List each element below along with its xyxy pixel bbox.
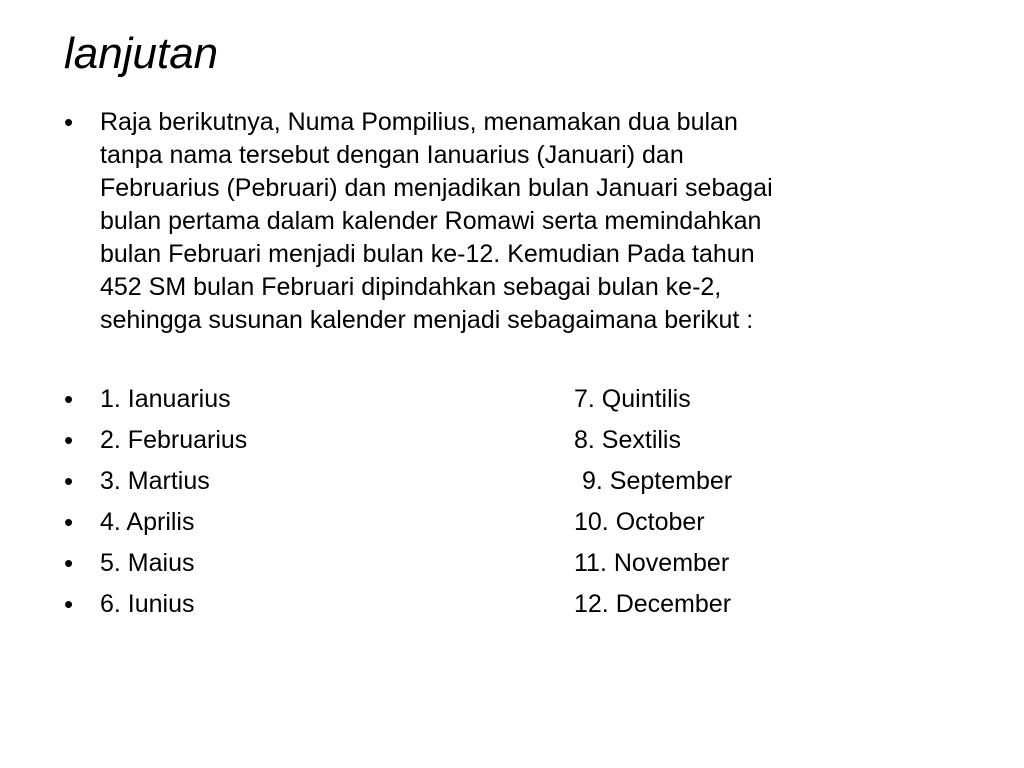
month-left: 3. Martius xyxy=(100,467,210,495)
bullet-icon: • xyxy=(64,107,74,137)
month-right: 9. September xyxy=(582,467,733,495)
intro-paragraph xyxy=(64,106,964,337)
month-list xyxy=(64,383,964,629)
month-right: 8. Sextilis xyxy=(574,426,681,454)
month-left: 6. Iunius xyxy=(100,590,195,618)
month-right: 10. October xyxy=(574,508,705,536)
bullet-icon: • xyxy=(64,425,74,455)
bullet-icon: • xyxy=(64,384,74,414)
month-right: 11. November xyxy=(574,549,730,577)
bullet-icon: • xyxy=(64,466,74,496)
slide-title: lanjutan xyxy=(64,29,219,78)
bullet-icon: • xyxy=(64,507,74,537)
month-right: 7. Quintilis xyxy=(574,385,691,413)
month-row xyxy=(64,383,964,424)
paragraph-text: Raja berikutnya, Numa Pompilius, menamakan dua bulan tanpa nama tersebut dengan Ianuarius (Januari) dan Februarius (Pebruari) dan menjadikan bulan Januari sebagai bulan pertama dalam kalender Romawi serta memindahkan bulan Februari menjadi bulan ke-12. Kemudian Pada tahun 452 SM bulan Februari dipindahkan sebagai bulan ke-2, sehingga susunan kalender menjadi sebagaimana berikut : xyxy=(100,108,773,334)
month-row xyxy=(64,506,964,547)
month-row xyxy=(64,424,964,465)
month-left: 4. Aprilis xyxy=(100,508,195,536)
month-left: 2. Februarius xyxy=(100,426,248,454)
month-right: 12. December xyxy=(574,590,732,618)
month-left: 1. Ianuarius xyxy=(100,385,231,413)
month-row xyxy=(64,547,964,588)
bullet-icon: • xyxy=(64,548,74,578)
month-left: 5. Maius xyxy=(100,549,195,577)
month-row xyxy=(64,588,964,629)
bullet-icon: • xyxy=(64,589,74,619)
month-row xyxy=(64,465,964,506)
